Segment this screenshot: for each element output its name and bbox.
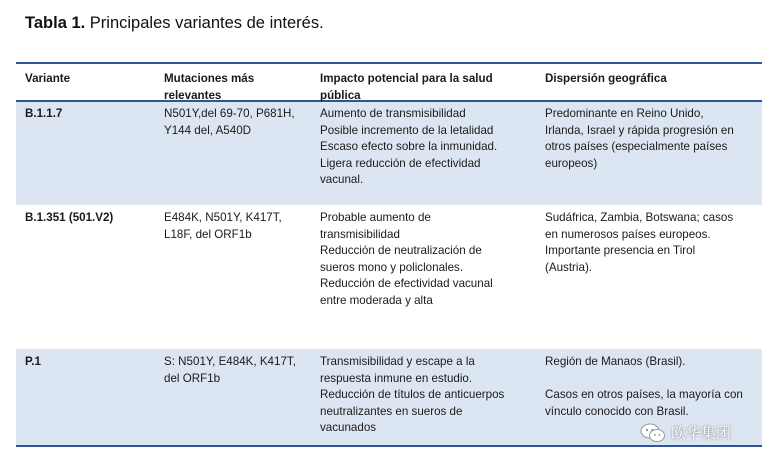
variants-table bbox=[16, 62, 762, 447]
cell-impact: Aumento de transmisibilidad Posible incremento de la letalidad Escaso efecto sobre la inmunidad. Ligera reducción de efectividad vacunal. bbox=[320, 107, 498, 187]
header-impacto: Impacto potencial para la salud pública bbox=[320, 72, 493, 102]
cell-variant: B.1.1.7 bbox=[25, 107, 63, 120]
cell-mutations: E484K, N501Y, K417T, L18F, del ORF1b bbox=[164, 211, 282, 241]
cell-mutations: N501Y,del 69-70, P681H, Y144 del, A540D bbox=[164, 107, 295, 137]
cell-dispersion: Predominante en Reino Unido, Irlanda, Israel y rápida progresión en otros países (especialmente países europeos) bbox=[545, 107, 734, 170]
header-dispersion: Dispersión geográfica bbox=[545, 72, 667, 85]
watermark-text: 欧华集团 bbox=[671, 425, 732, 442]
caption-label: Tabla 1. bbox=[25, 14, 86, 32]
watermark bbox=[640, 422, 731, 443]
cell-variant: B.1.351 (501.V2) bbox=[25, 211, 114, 224]
table-caption bbox=[25, 14, 324, 33]
cell-mutations: S: N501Y, E484K, K417T, del ORF1b bbox=[164, 355, 296, 385]
header-mutaciones: Mutaciones más relevantes bbox=[164, 72, 255, 102]
cell-variant: P.1 bbox=[25, 355, 41, 368]
cell-dispersion: Sudáfrica, Zambia, Botswana; casos en numerosos países europeos. Importante presencia en Tirol (Austria). bbox=[545, 211, 734, 274]
table-header-row bbox=[16, 64, 762, 100]
cell-impact: Probable aumento de transmisibilidad Reducción de neutralización de sueros mono y policlonales. Reducción de efectividad vacunal entre moderada y alta bbox=[320, 211, 493, 307]
header-variante: Variante bbox=[25, 72, 71, 85]
blank-line bbox=[545, 371, 754, 388]
bottom-rule bbox=[16, 445, 762, 447]
cell-impact: Transmisibilidad y escape a la respuesta inmune en estudio. Reducción de títulos de anticuerpos neutralizantes en sueros de vacunados bbox=[320, 355, 505, 435]
table-row bbox=[16, 205, 762, 349]
wechat-icon bbox=[640, 423, 666, 443]
cell-dispersion: Región de Manaos (Brasil). Casos en otros países, la mayoría con vínculo conocido con Brasil. bbox=[545, 354, 762, 445]
caption-text: Principales variantes de interés. bbox=[85, 14, 324, 32]
table-row bbox=[16, 102, 762, 205]
